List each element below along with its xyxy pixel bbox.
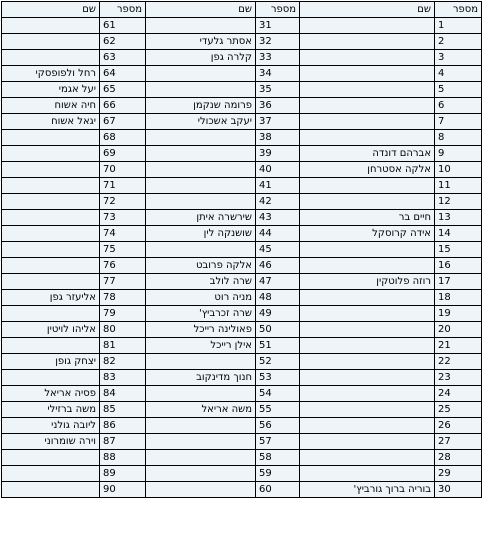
name-cell: רוזה פלוטקין [300,274,435,290]
number-cell: 64 [100,66,146,82]
number-cell: 23 [435,370,482,386]
number-cell: 41 [256,178,300,194]
number-cell: 90 [100,482,146,498]
number-cell: 25 [435,402,482,418]
name-cell [300,98,435,114]
name-cell [2,130,100,146]
table-row [2,242,482,258]
table-row [2,178,482,194]
number-cell: 31 [256,18,300,34]
name-cell [146,386,256,402]
table-row [2,450,482,466]
table-row [2,418,482,434]
number-cell: 62 [100,34,146,50]
name-cell [300,322,435,338]
name-cell: שירשרה איתן [146,210,256,226]
name-cell [300,258,435,274]
name-cell: קלרה גפן [146,50,256,66]
number-cell: 9 [435,146,482,162]
table-row [2,322,482,338]
name-cell [2,370,100,386]
name-cell [146,434,256,450]
number-cell: 77 [100,274,146,290]
number-cell: 16 [435,258,482,274]
table-row [2,66,482,82]
name-cell [146,482,256,498]
name-cell [2,162,100,178]
name-cell [2,450,100,466]
number-cell: 55 [256,402,300,418]
name-cell: שרה זכרביץ' [146,306,256,322]
name-cell [2,146,100,162]
number-cell: 4 [435,66,482,82]
name-cell [146,130,256,146]
number-cell: 80 [100,322,146,338]
number-cell: 20 [435,322,482,338]
name-cell: אידה קרוסקל [300,226,435,242]
name-cell: יצחק גופן [2,354,100,370]
number-cell: 34 [256,66,300,82]
number-cell: 27 [435,434,482,450]
number-cell: 81 [100,338,146,354]
name-cell: ליובה גולני [2,418,100,434]
table-row [2,210,482,226]
number-cell: 12 [435,194,482,210]
table-row [2,226,482,242]
table-row [2,290,482,306]
number-cell: 6 [435,98,482,114]
number-cell: 37 [256,114,300,130]
number-cell: 63 [100,50,146,66]
number-cell: 2 [435,34,482,50]
name-cell [2,210,100,226]
number-cell: 67 [100,114,146,130]
number-cell: 51 [256,338,300,354]
number-cell: 32 [256,34,300,50]
number-cell: 71 [100,178,146,194]
name-cell: אלקה פרובט [146,258,256,274]
table-row [2,162,482,178]
name-cell: אברהם דונדה [300,146,435,162]
number-cell: 86 [100,418,146,434]
table-row [2,146,482,162]
number-cell: 29 [435,466,482,482]
number-cell: 8 [435,130,482,146]
name-cell [300,242,435,258]
name-cell [2,178,100,194]
name-cell [300,466,435,482]
name-cell: מניה רוט [146,290,256,306]
name-cell [300,370,435,386]
number-cell: 89 [100,466,146,482]
name-cell [146,82,256,98]
header-name-1: שם [300,2,435,18]
header-name-3: שם [2,2,100,18]
name-cell [146,194,256,210]
name-cell: משה ברזילי [2,402,100,418]
name-cell [2,34,100,50]
table-row [2,306,482,322]
name-cell [2,338,100,354]
name-cell: רחל ולפופסקי [2,66,100,82]
name-cell [300,354,435,370]
number-cell: 1 [435,18,482,34]
name-cell: חיה אשוח [2,98,100,114]
number-cell: 18 [435,290,482,306]
name-cell [300,338,435,354]
name-cell: פסיה אריאל [2,386,100,402]
name-cell [146,18,256,34]
number-cell: 73 [100,210,146,226]
name-cell: חיים בר [300,210,435,226]
name-cell [300,178,435,194]
number-cell: 54 [256,386,300,402]
header-number-3: מספר [100,2,146,18]
name-cell [300,18,435,34]
table-row [2,466,482,482]
name-cell [300,450,435,466]
number-cell: 57 [256,434,300,450]
number-cell: 83 [100,370,146,386]
table-row [2,354,482,370]
number-cell: 33 [256,50,300,66]
number-cell: 7 [435,114,482,130]
number-cell: 88 [100,450,146,466]
name-cell [300,114,435,130]
number-cell: 38 [256,130,300,146]
number-cell: 28 [435,450,482,466]
number-cell: 40 [256,162,300,178]
name-cell: חנוך מדינקוב [146,370,256,386]
header-number-1: מספר [435,2,482,18]
table-row [2,402,482,418]
name-cell [146,450,256,466]
name-cell: פרומה שנקמן [146,98,256,114]
number-cell: 44 [256,226,300,242]
number-cell: 79 [100,306,146,322]
number-cell: 49 [256,306,300,322]
number-cell: 72 [100,194,146,210]
name-cell [146,178,256,194]
table-row [2,274,482,290]
number-cell: 26 [435,418,482,434]
table-row [2,482,482,498]
table-row [2,370,482,386]
name-cell: בוריה ברוך גורביץ' [300,482,435,498]
header-name-2: שם [146,2,256,18]
number-cell: 35 [256,82,300,98]
name-cell: וירה שומרוני [2,434,100,450]
name-cell: אלקה אסטרחן [300,162,435,178]
number-cell: 58 [256,450,300,466]
name-cell [2,466,100,482]
name-cell [2,482,100,498]
table-row [2,18,482,34]
name-cell [300,34,435,50]
table-row [2,34,482,50]
number-cell: 19 [435,306,482,322]
table-row [2,258,482,274]
table-row [2,114,482,130]
name-cell: פאולינה רייכל [146,322,256,338]
name-cell: אסתר גלעדי [146,34,256,50]
table-row [2,338,482,354]
number-cell: 17 [435,274,482,290]
name-cell: יעקב אשכולי [146,114,256,130]
table-row [2,82,482,98]
table-row [2,434,482,450]
number-cell: 39 [256,146,300,162]
name-cell: אליהו לויטין [2,322,100,338]
number-cell: 85 [100,402,146,418]
name-cell [146,354,256,370]
name-cell [146,466,256,482]
name-cell [300,402,435,418]
name-cell [146,162,256,178]
table-row [2,50,482,66]
name-cell: יגאל אשוח [2,114,100,130]
name-cell [2,306,100,322]
number-cell: 69 [100,146,146,162]
name-cell [300,290,435,306]
number-cell: 75 [100,242,146,258]
number-cell: 47 [256,274,300,290]
table-row [2,194,482,210]
name-cell [300,50,435,66]
number-cell: 74 [100,226,146,242]
number-cell: 76 [100,258,146,274]
number-cell: 65 [100,82,146,98]
name-cell [300,194,435,210]
number-cell: 56 [256,418,300,434]
name-cell: יעל אגמי [2,82,100,98]
name-cell [2,194,100,210]
number-cell: 59 [256,466,300,482]
number-cell: 50 [256,322,300,338]
name-cell: משה אריאל [146,402,256,418]
name-cell [300,418,435,434]
name-cell [300,82,435,98]
name-cell [300,130,435,146]
number-cell: 10 [435,162,482,178]
number-cell: 78 [100,290,146,306]
number-cell: 24 [435,386,482,402]
number-cell: 82 [100,354,146,370]
number-cell: 52 [256,354,300,370]
name-cell: שושנקה לין [146,226,256,242]
number-cell: 84 [100,386,146,402]
name-cell [2,18,100,34]
number-cell: 66 [100,98,146,114]
name-cell: אילן רייכל [146,338,256,354]
number-cell: 21 [435,338,482,354]
number-cell: 60 [256,482,300,498]
name-cell [2,50,100,66]
names-table [1,1,482,498]
name-cell [2,274,100,290]
name-cell: אליעזר גפן [2,290,100,306]
number-cell: 68 [100,130,146,146]
table-row [2,130,482,146]
number-cell: 22 [435,354,482,370]
number-cell: 14 [435,226,482,242]
name-cell [2,226,100,242]
number-cell: 45 [256,242,300,258]
number-cell: 15 [435,242,482,258]
name-cell [146,242,256,258]
table-body [2,18,482,498]
table-row [2,98,482,114]
header-number-2: מספר [256,2,300,18]
number-cell: 61 [100,18,146,34]
name-cell [146,418,256,434]
number-cell: 11 [435,178,482,194]
name-cell [300,66,435,82]
number-cell: 13 [435,210,482,226]
number-cell: 53 [256,370,300,386]
name-cell [146,146,256,162]
name-cell [146,66,256,82]
number-cell: 43 [256,210,300,226]
number-cell: 48 [256,290,300,306]
number-cell: 87 [100,434,146,450]
number-cell: 30 [435,482,482,498]
table-row [2,386,482,402]
name-cell [2,242,100,258]
name-cell [300,386,435,402]
number-cell: 5 [435,82,482,98]
number-cell: 46 [256,258,300,274]
number-cell: 3 [435,50,482,66]
number-cell: 42 [256,194,300,210]
name-cell [300,434,435,450]
number-cell: 36 [256,98,300,114]
header-row [2,2,482,18]
name-cell [300,306,435,322]
name-cell: שרה לולב [146,274,256,290]
name-cell [2,258,100,274]
number-cell: 70 [100,162,146,178]
